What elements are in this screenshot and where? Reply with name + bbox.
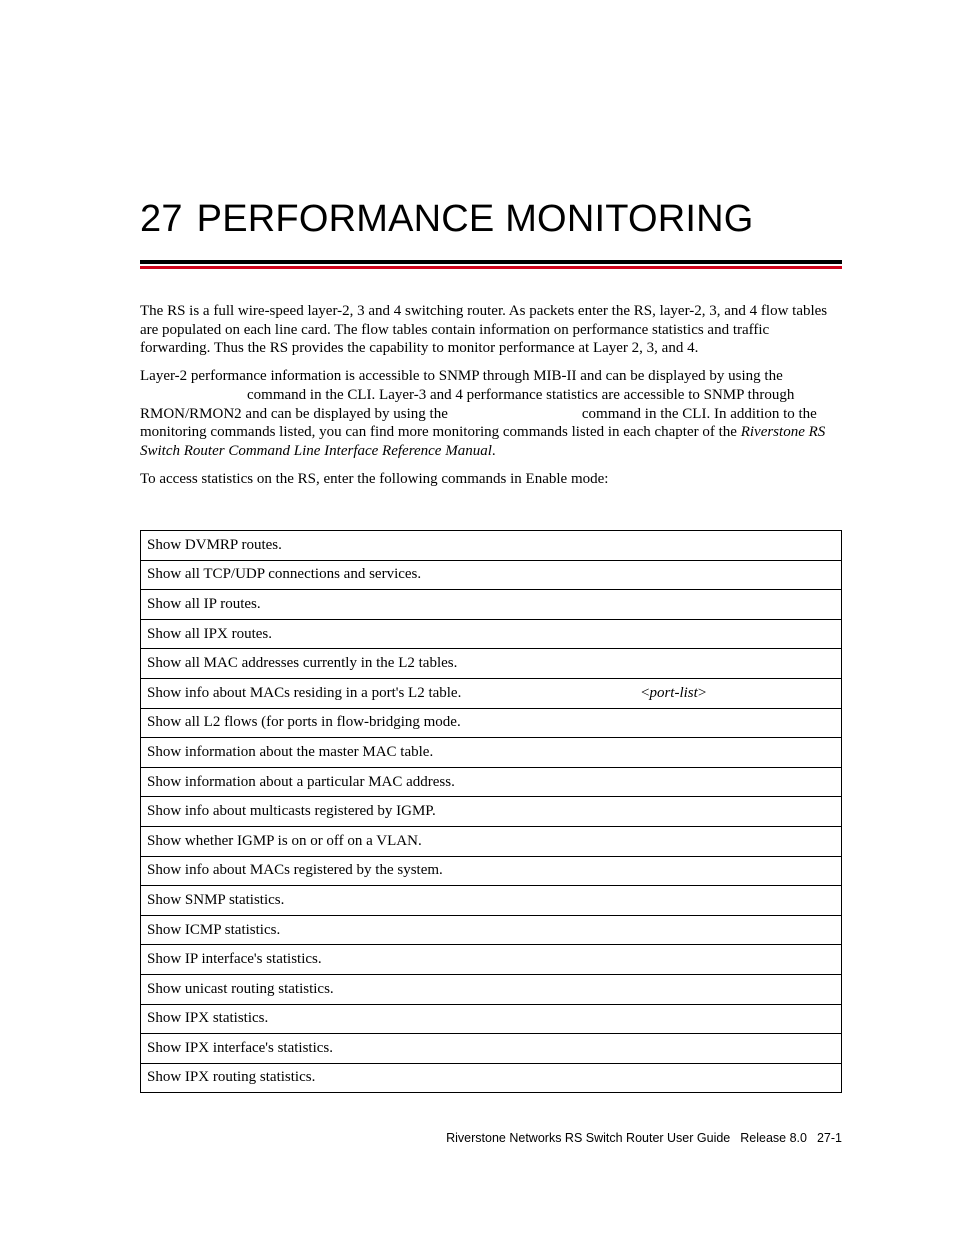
table-row	[141, 590, 842, 620]
title-rule-black	[140, 260, 842, 264]
table-row	[141, 738, 842, 768]
command-cell	[635, 915, 842, 945]
command-cell	[635, 767, 842, 797]
chapter-number: 27	[140, 198, 183, 240]
port-list-close: >	[697, 684, 707, 701]
footer-page-number: 27-1	[816, 1131, 842, 1145]
table-row	[141, 915, 842, 945]
command-cell	[635, 826, 842, 856]
command-description: Show ICMP statistics.	[141, 915, 636, 945]
command-description: Show DVMRP routes.	[141, 531, 636, 561]
commands-table	[140, 530, 842, 1093]
command-description: Show SNMP statistics.	[141, 886, 636, 916]
command-cell	[635, 1034, 842, 1064]
command-cell	[635, 1004, 842, 1034]
table-row	[141, 945, 842, 975]
command-description: Show IP interface's statistics.	[141, 945, 636, 975]
command-description: Show whether IGMP is on or off on a VLAN.	[141, 826, 636, 856]
command-description: Show information about a particular MAC address.	[141, 767, 636, 797]
command-cell	[635, 738, 842, 768]
table-row	[141, 797, 842, 827]
reference-manual-title: Riverstone RS Switch Router Command Line Interface Reference Manual	[140, 424, 826, 459]
command-cell	[635, 560, 842, 590]
command-cell	[635, 974, 842, 1004]
command-description: Show all IPX routes.	[141, 619, 636, 649]
port-list-open: <	[641, 684, 650, 701]
command-description: Show IPX statistics.	[141, 1004, 636, 1034]
table-row	[141, 1063, 842, 1093]
command-description: Show info about multicasts registered by IGMP.	[141, 797, 636, 827]
table-row	[141, 856, 842, 886]
performance-info-paragraph	[140, 367, 842, 461]
chapter-title	[140, 198, 754, 241]
table-row	[141, 974, 842, 1004]
port-list-arg: port-list	[649, 684, 698, 701]
command-description: Show information about the master MAC table.	[141, 738, 636, 768]
chapter-name: PERFORMANCE MONITORING	[196, 198, 754, 240]
command-description: Show all MAC addresses currently in the L2 tables.	[141, 649, 636, 679]
command-description: Show all L2 flows (for ports in flow-bridging mode.	[141, 708, 636, 738]
command-cell	[635, 590, 842, 620]
table-row	[141, 886, 842, 916]
table-row	[141, 560, 842, 590]
p2-segment-c: RMON/RMON2 and can be displayed by using the	[140, 405, 448, 422]
p2-segment-b: command in the CLI. Layer-3 and 4 performance statistics are accessible to SNMP through	[247, 386, 795, 403]
command-cell	[635, 678, 842, 708]
command-description: Show all IP routes.	[141, 590, 636, 620]
intro-paragraph: The RS is a full wire-speed layer-2, 3 and 4 switching router. As packets enter the RS, layer-2, 3, and 4 flow tables are populated on each line card. The flow tables contain information on performance statistics and traffic forwarding. Thus the RS provides the capability to monitor performance at Layer 2, 3, and 4.	[140, 303, 828, 357]
command-cell	[635, 531, 842, 561]
command-description: Show all TCP/UDP connections and services.	[141, 560, 636, 590]
p2-segment-a: Layer-2 performance information is accessible to SNMP through MIB-II and can be displayed by using the	[140, 368, 783, 385]
command-cell	[635, 797, 842, 827]
command-description: Show IPX interface's statistics.	[141, 1034, 636, 1064]
command-cell	[635, 708, 842, 738]
footer-guide-title: Riverstone Networks RS Switch Router User Guide	[446, 1131, 731, 1145]
table-row	[141, 1004, 842, 1034]
table-row	[141, 649, 842, 679]
enable-mode-paragraph: To access statistics on the RS, enter the following commands in Enable mode:	[140, 470, 609, 487]
command-cell	[635, 649, 842, 679]
table-row	[141, 1034, 842, 1064]
body-text	[140, 302, 842, 497]
command-description: Show IPX routing statistics.	[141, 1063, 636, 1093]
footer-release: Release 8.0	[740, 1131, 807, 1145]
p2-segment-d: command in the CLI. In addition to the monitoring commands listed, you can find more monitoring commands listed in each chapter of the	[140, 405, 817, 441]
table-row	[141, 619, 842, 649]
table-row	[141, 531, 842, 561]
command-cell	[635, 945, 842, 975]
table-row	[141, 708, 842, 738]
command-cell	[635, 886, 842, 916]
command-description: Show info about MACs residing in a port's L2 table.	[141, 678, 636, 708]
command-description: Show unicast routing statistics.	[141, 974, 636, 1004]
command-cell	[635, 856, 842, 886]
p2-end: .	[491, 442, 496, 459]
table-row	[141, 767, 842, 797]
command-cell	[635, 1063, 842, 1093]
title-rule-red	[140, 266, 842, 269]
command-description: Show info about MACs registered by the system.	[141, 856, 636, 886]
command-cell	[635, 619, 842, 649]
table-row	[141, 826, 842, 856]
page-footer	[140, 1131, 842, 1145]
table-row	[141, 678, 842, 708]
